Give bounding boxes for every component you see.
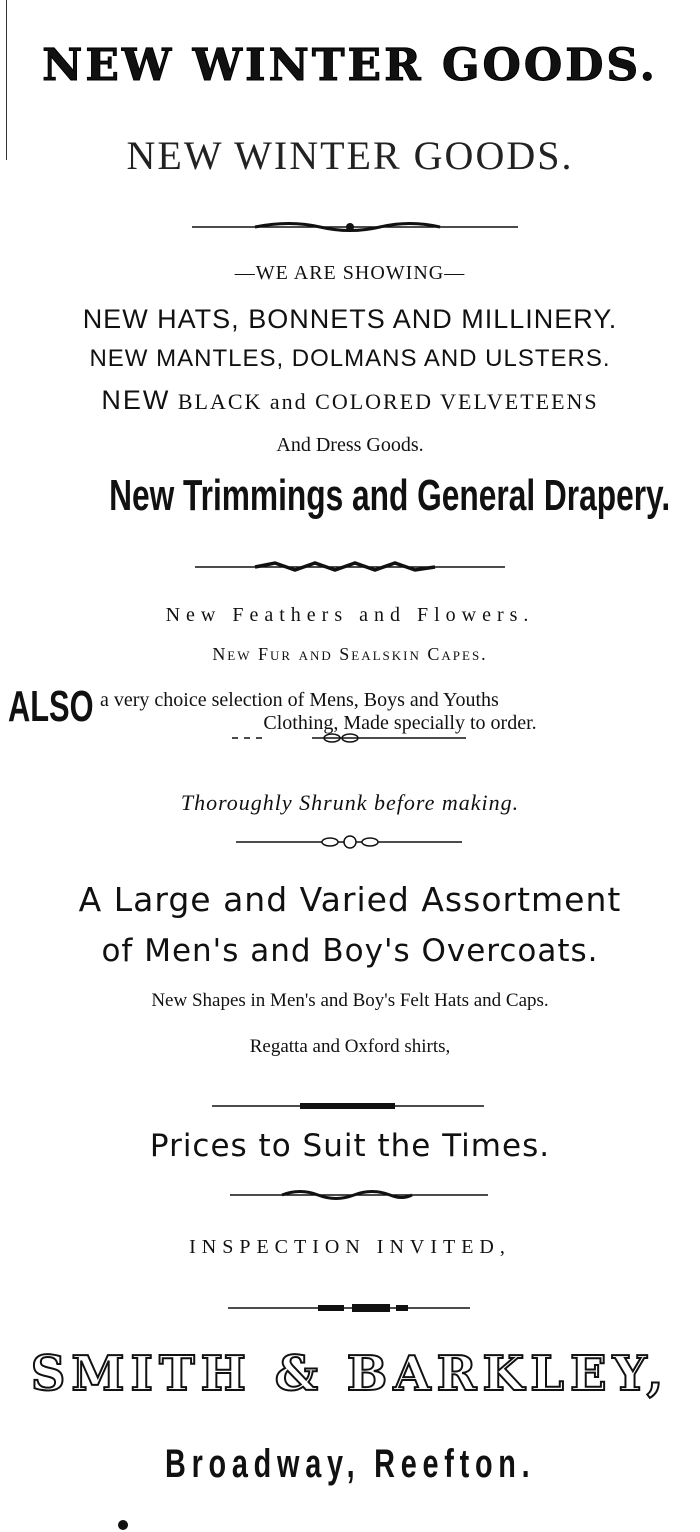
- showing-intro: —WE ARE SHOWING—: [234, 262, 466, 284]
- showing-line-hats: NEW HATS, BONNETS AND MILLINERY.: [82, 304, 618, 334]
- also-label: ALSO: [8, 682, 94, 731]
- ornamental-divider: [0, 1298, 700, 1316]
- ornamental-divider: [0, 558, 700, 576]
- showing-line-mantles: NEW MANTLES, DOLMANS AND ULSTERS.: [89, 345, 611, 372]
- ornamental-divider: [0, 1096, 700, 1114]
- showing-line-new: NEW: [101, 385, 171, 415]
- showing-line-drapery: New Trimmings and General Drapery.: [109, 471, 671, 520]
- overcoats-line1: A Large and Varied Assortment: [78, 880, 622, 919]
- ornamental-divider: [0, 832, 700, 850]
- ornamental-divider: [0, 728, 700, 746]
- overcoats-line2: of Men's and Boy's Overcoats.: [101, 933, 599, 969]
- firm-name: SMITH & BARKLEY,: [30, 1346, 670, 1402]
- showing-line-velveteens-text: BLACK and COLORED VELVETEENS: [177, 389, 599, 414]
- shrunk-line: Thoroughly Shrunk before making.: [180, 790, 520, 815]
- showing-line-dress-goods: And Dress Goods.: [276, 434, 424, 456]
- firm-address: Broadway, Reefton.: [164, 1442, 536, 1486]
- ornamental-divider: [0, 1186, 700, 1204]
- feathers-line: New Feathers and Flowers.: [165, 604, 535, 626]
- prices-line: Prices to Suit the Times.: [149, 1128, 551, 1164]
- also-text-line2: Clothing, Made specially to order.: [263, 712, 537, 734]
- ornamental-divider: [0, 218, 700, 236]
- showing-line-drapery-wrap: [0, 470, 700, 521]
- headline-black: NEW WINTER GOODS.: [42, 40, 658, 91]
- also-text-line1: a very choice selection of Mens, Boys and Youths: [100, 689, 499, 711]
- showing-line-velveteens: [0, 385, 700, 416]
- overcoats-line4: Regatta and Oxford shirts,: [249, 1036, 451, 1057]
- headline-outline: NEW WINTER GOODS.: [126, 133, 574, 178]
- fur-capes-line: New Fur and Sealskin Capes.: [212, 644, 488, 664]
- firm-address-wrap: [0, 1440, 700, 1487]
- decorative-dot: [118, 1520, 128, 1530]
- overcoats-line3: New Shapes in Men's and Boy's Felt Hats and Caps.: [151, 990, 549, 1011]
- inspection-line: INSPECTION INVITED,: [189, 1236, 511, 1258]
